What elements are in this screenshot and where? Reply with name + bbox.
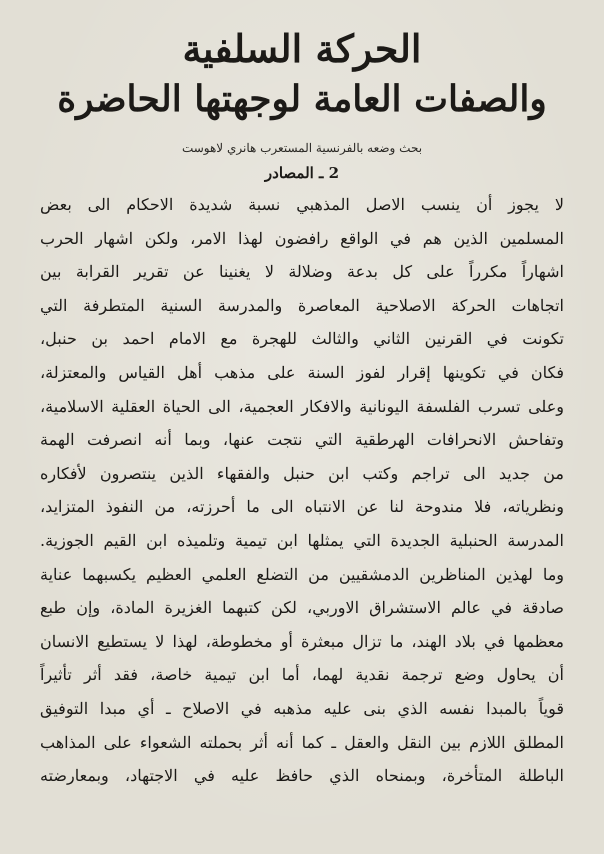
body-line: تكونت في القرنين الثاني والثالث للهجرة مع الامام احمد بن حنبل، <box>40 329 564 349</box>
body-line: اشهاراً مكرراً على كل بدعة وضلالة لا يغنينا عن تقرير القرابة بين <box>40 262 564 282</box>
body-line: الباطلة المتأخرة، وبمنحاه الذي حافظ عليه في الاجتهاد، وبمعارضته <box>40 766 564 786</box>
body-text <box>40 188 564 793</box>
body-line: وتفاحش الانحرافات الهرطقية التي نتجت عنها، وبما أنه انصرفت الهمة <box>40 430 564 450</box>
section-heading: 2 ـ المصادر <box>264 164 340 182</box>
body-line: أن يحاول وضع ترجمة نقدية لهما، أما ابن تيمية خاصة، فقد أثر تأثيراً <box>40 665 564 685</box>
body-line: المطلق اللازم بين النقل والعقل ـ كما أنه أثر بحملته الشعواء على المذاهب <box>40 732 564 752</box>
body-line: من جديد الى تراجم وكتب ابن حنبل والفقهاء الذين ينتصرون لأفكاره <box>40 463 564 483</box>
body-line: صادقة في عالم الاستشراق الاوربي، لكن كتبهما الغزيرة المادة، وإن طبع <box>40 598 564 618</box>
body-line: المسلمين الذين هم في الواقع رافضون لهذا الامر، ولكن اشهار الحرب <box>40 228 564 248</box>
body-line: وعلى تسرب الفلسفة اليونانية والافكار العجمية، الى الحياة العقلية الاسلامية، <box>40 396 564 416</box>
body-line: المدرسة الحنبلية الجديدة التي يمثلها ابن تيمية وتلميذه ابن القيم الجوزية. <box>40 530 564 550</box>
body-line: قوياً بالمبدا نفسه الذي بنى عليه مذهبه في الاصلاح ـ أي مبدا التوفيق <box>40 698 564 718</box>
title-line-1: الحركة السلفية <box>182 26 422 71</box>
title-line-2: والصفات العامة لوجهتها الحاضرة <box>57 78 547 120</box>
author-subtitle: بحث وضعه بالفرنسية المستعرب هانري لاهوست <box>181 141 423 155</box>
body-line: لا يجوز أن ينسب الاصل المذهبي نسبة شديدة الاحكام الى بعض <box>40 195 564 214</box>
body-line: اتجاهات الحركة الاصلاحية المعاصرة والمدرسة السنية المتطرفة التي <box>40 295 564 315</box>
body-line: ونظرياته، فلا مندوحة لنا عن الانتباه الى ما أحرزته، من النفوذ المتزايد، <box>40 497 564 517</box>
body-line: معظمها في بلاد الهند، ما تزال مبعثرة أو مخطوطة، لهذا لا يستطيع الانسان <box>40 631 564 651</box>
body-line: وما لهذين المناظرين الدمشقيين من التضلع العلمي العظيم يكسبهما عناية <box>40 564 564 584</box>
body-line: فكان في تكوينها إقرار لفوز السنة على مذهب أهل القياس والمعتزلة، <box>40 362 564 382</box>
